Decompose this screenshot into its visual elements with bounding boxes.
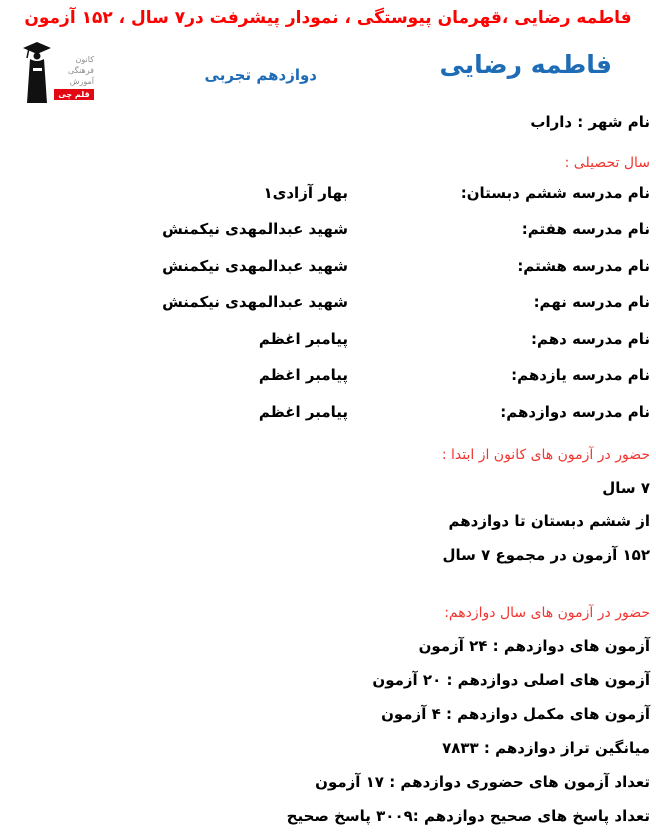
school-value: بهار آزادی۱ <box>263 184 348 202</box>
student-name: فاطمه رضایی <box>439 50 612 79</box>
school-value: پیامبر اغظم <box>258 330 348 348</box>
kanoon-attendance-heading: حضور در آزمون های کانون از ابتدا : <box>441 447 650 463</box>
twelfth-attendance-line: میانگین تراز دوازدهم : ۷۸۳۳ <box>442 739 650 757</box>
twelfth-attendance-line: آزمون های اصلی دوازدهم : ۲۰ آزمون <box>372 671 650 689</box>
kanoon-attendance-line: از ششم دبستان تا دوازدهم <box>448 512 650 530</box>
logo-word-farhangi: فرهنگی <box>68 66 94 75</box>
twelfth-attendance-line: تعداد آزمون های حضوری دوازدهم : ۱۷ آزمون <box>315 773 650 791</box>
school-label: نام مدرسه ششم دبستان: <box>460 184 650 202</box>
twelfth-attendance-line: تعداد پاسخ های صحیح دوازدهم :۳۰۰۹ پاسخ صحیح <box>286 807 650 825</box>
school-label: نام مدرسه هشتم: <box>517 257 650 275</box>
school-value: پیامبر اغظم <box>258 366 348 384</box>
twelfth-attendance-line: آزمون های دوازدهم : ۲۴ آزمون <box>418 637 650 655</box>
kanoon-ghalamchi-logo <box>22 41 94 107</box>
school-value: شهید عبدالمهدی نیکمنش <box>162 293 348 311</box>
school-label: نام مدرسه یازدهم: <box>511 366 650 384</box>
school-label: نام مدرسه دهم: <box>531 330 650 348</box>
logo-word-amoozesh: آموزش <box>69 77 94 86</box>
school-label: نام مدرسه دوازدهم: <box>500 403 650 421</box>
logo-wordmark <box>54 41 94 107</box>
school-label: نام مدرسه نهم: <box>533 293 650 311</box>
school-value: شهید عبدالمهدی نیکمنش <box>162 257 348 275</box>
school-value: شهید عبدالمهدی نیکمنش <box>162 220 348 238</box>
logo-badge-ghalamchi: قلم چی <box>54 89 94 100</box>
page-title: فاطمه رضایی ،قهرمان پیوستگی ، نمودار پیشرفت در۷ سال ، ۱۵۲ آزمون <box>24 8 632 28</box>
twelfth-attendance-heading: حضور در آزمون های سال دوازدهم: <box>444 605 650 621</box>
logo-word-kanoon: کانون <box>75 55 94 64</box>
academic-year-heading: سال تحصیلی : <box>564 155 650 171</box>
twelfth-attendance-line: آزمون های مکمل دوازدهم : ۴ آزمون <box>381 705 650 723</box>
kanoon-attendance-line: ۷ سال <box>602 479 650 497</box>
graduate-figure-icon <box>22 41 52 107</box>
kanoon-attendance-line: ۱۵۲ آزمون در مجموع ۷ سال <box>442 546 650 564</box>
school-label: نام مدرسه هفتم: <box>521 220 650 238</box>
student-grade: دوازدهم تجربی <box>204 66 317 84</box>
city-line: نام شهر : داراب <box>530 113 650 131</box>
school-value: پیامبر اغظم <box>258 403 348 421</box>
